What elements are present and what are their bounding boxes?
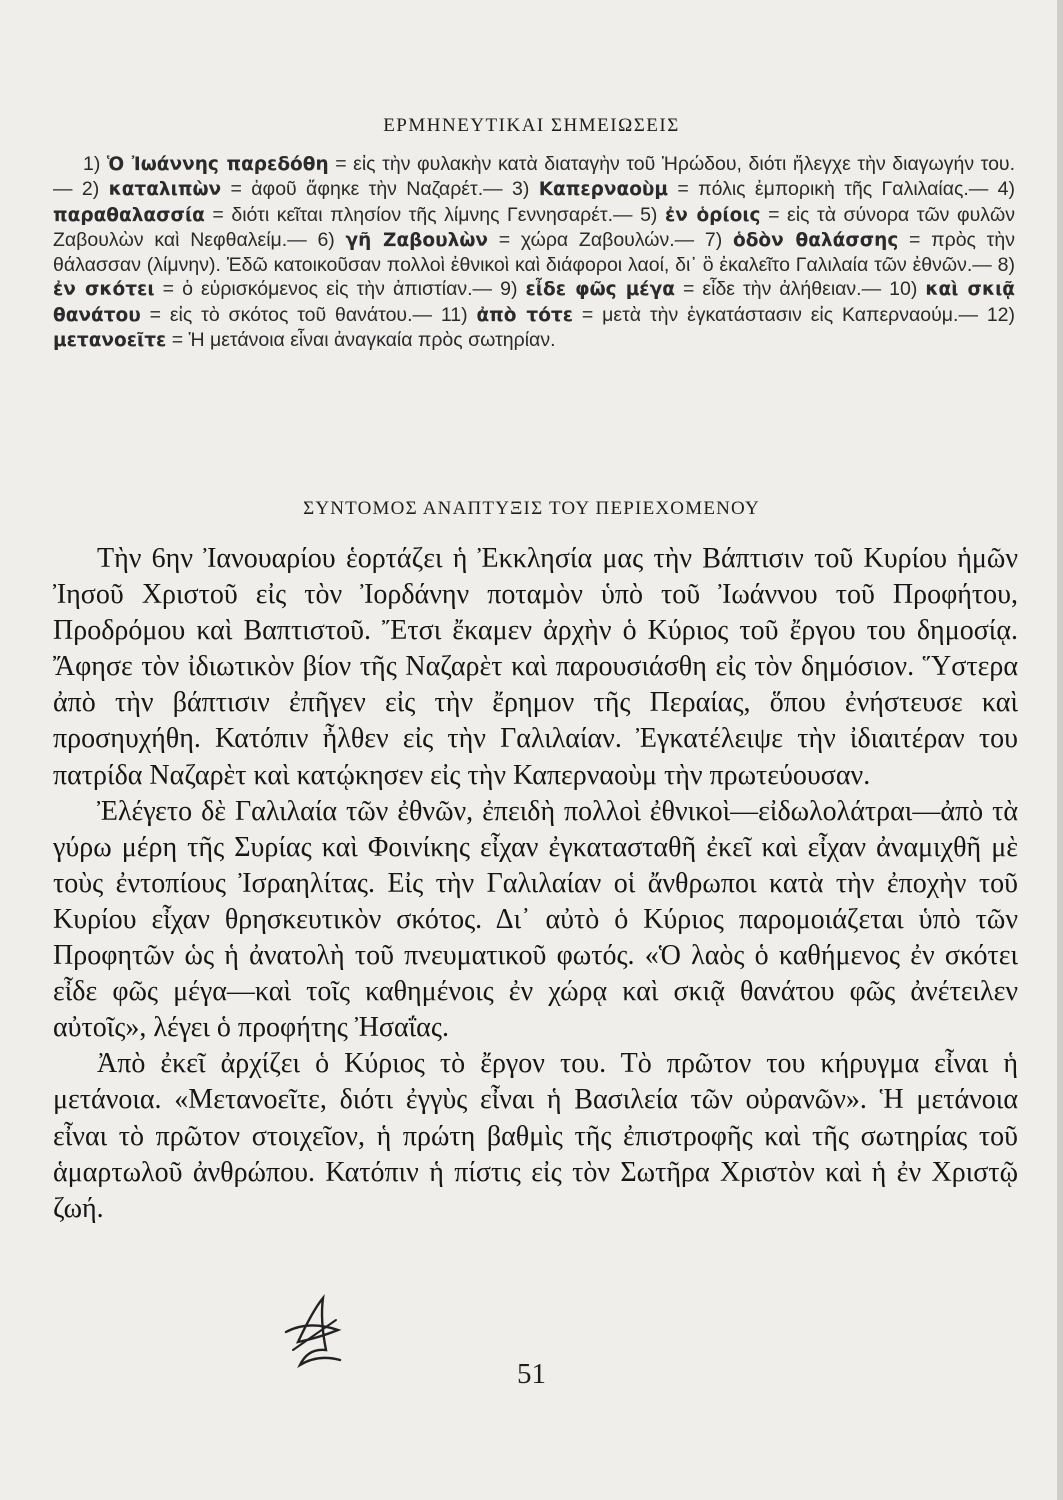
note-term: ἀπὸ τότε bbox=[476, 304, 574, 326]
note: 6) γῆ Ζαβουλὼν = χώρα Ζαβουλών.— bbox=[317, 228, 705, 251]
note-term: γῆ Ζαβουλὼν bbox=[345, 229, 489, 251]
body-paragraph: Ἐλέγετο δὲ Γαλιλαία τῶν ἐθνῶν, ἐπειδὴ πολλοὶ ἐθνικοὶ—εἰδωλολάτραι—ἀπὸ τὰ γύρω μέρη τῆς Συρίας καὶ Φοινίκης εἶχαν ἐγκατασταθῆ ἐκεῖ καὶ εἶχαν ἀναμιχθῆ μὲ τοὺς ἐντοπίους Ἰσραηλίτας. Εἰς τὴν Γαλιλαίαν οἱ ἄνθρωποι κατὰ τὴν ἐποχὴν τοῦ Κυρίου εἶχαν θρησκευτικὸν σκότος. Δι᾽ αὐτὸ ὁ Κύριος παρομοιάζεται ὑπὸ τῶν Προφητῶν ὡς ἡ ἀνατολὴ τοῦ πνευματικοῦ φωτός. «Ὁ λαὸς ὁ καθήμενος ἐν σκότει εἶδε φῶς μέγα—καὶ τοῖς καθημένοις ἐν χώρᾳ καὶ σκιᾷ θανάτου φῶς ἀνέτειλεν αὐτοῖς», λέγει ὁ προφήτης Ἠσαΐας. bbox=[53, 795, 1018, 1044]
note-term: καὶ σκιᾷ θανάτου bbox=[53, 279, 1016, 326]
page-edge bbox=[1057, 0, 1063, 1500]
note: 3) Καπερναοὺμ = πόλις ἐμπορικὴ τῆς Γαλιλαίας.— bbox=[511, 178, 998, 201]
note: 12) μετανοεῖτε = Ἡ μετάνοια εἶναι ἀναγκαία πρὸς σωτηρίαν. bbox=[53, 303, 1016, 352]
note: 10) καὶ σκιᾷ θανάτου = εἰς τὸ σκότος τοῦ θανάτου.— bbox=[53, 278, 1016, 326]
note-term: καταλιπὼν bbox=[108, 179, 222, 201]
note-term: εἶδε φῶς μέγα bbox=[525, 279, 675, 301]
note-term: ἐν ὁρίοις bbox=[664, 204, 761, 226]
note: 2) καταλιπὼν = ἀφοῦ ἄφηκε τὴν Ναζαρέτ.— bbox=[81, 178, 512, 201]
note: 9) εἶδε φῶς μέγα = εἶδε τὴν ἀλήθειαν.— bbox=[500, 278, 890, 301]
note: 7) ὁδὸν θαλάσσης = πρὸς τὴν θάλασσαν (λίμνην). Ἐδῶ κατοικοῦσαν πολλοὶ ἐθνικοὶ καὶ διάφοροι λαοί, δι᾽ ὃ ἐκαλεῖτο Γαλιλαία τῶν ἐθνῶν.— bbox=[53, 228, 1015, 277]
note-term: μετανοεῖτε bbox=[53, 330, 167, 352]
notes-paragraph bbox=[53, 152, 1015, 353]
page-number: 51 bbox=[517, 1358, 546, 1390]
body-paragraph: Τὴν 6ην Ἰανουαρίου ἑορτάζει ἡ Ἐκκλησία μας τὴν Βάπτισιν τοῦ Κυρίου ἡμῶν Ἰησοῦ Χριστοῦ εἰς τὸν Ἰορδάνην ποταμὸν ὑπὸ τοῦ Ἰωάννου τοῦ Προφήτου, Προδρόμου καὶ Βαπτιστοῦ. Ἔτσι ἔκαμεν ἀρχὴν ὁ Κύριος τοῦ ἔργου του δημοσίᾳ. Ἄφησε τὸν ἰδιωτικὸν βίον τῆς Ναζαρὲτ καὶ παρουσιάσθη εἰς τὸν δημόσιον. Ὕστερα ἀπὸ τὴν βάπτισιν ἐπῆγεν εἰς τὴν ἔρημον τῆς Περαίας, ὅπου ἐνήστευσε καὶ προσηυχήθη. Κατόπιν ἦλθεν εἰς τὴν Γαλιλαίαν. Ἐγκατέλειψε τὴν ἰδιαιτέραν του πατρίδα Ναζαρὲτ καὶ κατῴκησεν εἰς τὴν Καπερναοὺμ τὴν πρωτεύουσαν. bbox=[53, 543, 1018, 791]
main-text bbox=[53, 541, 1018, 1227]
note-term: παραθαλασσία bbox=[53, 204, 205, 226]
body-paragraph: Ἀπὸ ἐκεῖ ἀρχίζει ὁ Κύριος τὸ ἔργον του. Τὸ πρῶτον του κήρυγμα εἶναι ἡ μετάνοια. «Μετανοεῖτε, διότι ἐγγὺς εἶναι ἡ Βασιλεία τῶν οὐρανῶν». Ἡ μετάνοια εἶναι τὸ πρῶτον στοιχεῖον, ἡ πρώτη βαθμὶς τῆς ἐπιστροφῆς καὶ τῆς σωτηρίας τοῦ ἁμαρτωλοῦ ἀνθρώπου. Κατόπιν ἡ πίστις εἰς τὸν Σωτῆρα Χριστὸν καὶ ἡ ἐν Χριστῷ ζωή. bbox=[53, 1048, 1018, 1224]
note-term: Καπερναοὺμ bbox=[538, 179, 669, 201]
section-heading: ΣΥΝΤΟΜΟΣ ΑΝΑΠΤΥΞΙΣ ΤΟΥ ΠΕΡΙΕΧΟΜΕΝΟΥ bbox=[303, 498, 760, 519]
page-header: ΕΡΜΗΝΕΥΤΙΚΑΙ ΣΗΜΕΙΩΣΕΙΣ bbox=[383, 115, 680, 136]
note-term: ἐν σκότει bbox=[53, 279, 155, 301]
note: 11) ἀπὸ τότε = μετὰ τὴν ἐγκατάστασιν εἰς Καπερναούμ.— bbox=[440, 303, 987, 326]
note: 5) ἐν ὁρίοις = εἰς τὰ σύνορα τῶν φυλῶν Ζαβουλὼν καὶ Νεφθαλείμ.— bbox=[53, 203, 1016, 251]
note: 8) ἐν σκότει = ὁ εὑρισκόμενος εἰς τὴν ἀπιστίαν.— bbox=[53, 254, 1015, 301]
note-term: ὁδὸν θαλάσσης bbox=[733, 229, 899, 251]
note: 1) Ὁ Ἰωάννης παρεδόθη = εἰς τὴν φυλακὴν κατὰ διαταγὴν τοῦ Ἡρώδου, διότι ἤλεγχε τὴν διαγωγήν του.— bbox=[53, 153, 1015, 201]
note: 4) παραθαλασσία = διότι κεῖται πλησίον τῆς λίμνης Γεννησαρέτ.— bbox=[53, 178, 1015, 226]
explanatory-notes bbox=[53, 152, 1015, 353]
note-term: Ὁ Ἰωάννης παρεδόθη bbox=[106, 154, 329, 175]
